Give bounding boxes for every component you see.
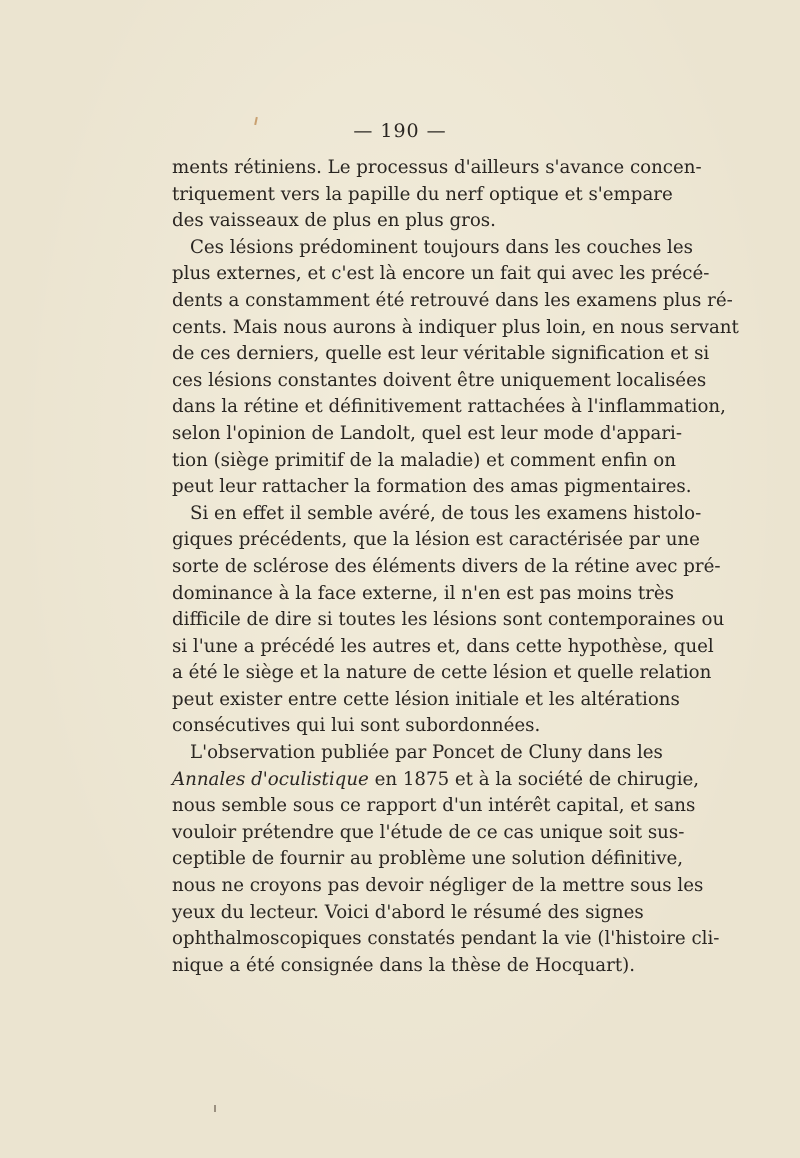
line-text: selon l'opinion de Landolt, quel est leur mode d'appari- — [172, 422, 682, 444]
text-line — [172, 208, 642, 235]
ink-mark — [214, 1105, 216, 1112]
text-line — [172, 846, 684, 873]
text-line — [172, 873, 704, 900]
line-text: a été le siège et la nature de cette lésion et quelle relation — [172, 662, 712, 684]
text-line — [172, 767, 700, 794]
text-line — [172, 581, 674, 608]
text-line — [172, 634, 714, 661]
line-text: ces lésions constantes doivent être uniquement localisées — [172, 369, 707, 391]
text-line — [172, 261, 710, 288]
text-line — [172, 288, 733, 315]
page-number: — 190 — — [353, 120, 447, 142]
line-text: plus externes, et c'est là encore un fait qui avec les précé- — [172, 263, 710, 285]
text-line — [172, 182, 673, 209]
line-text: nous ne croyons pas devoir négliger de la mettre sous les — [172, 875, 704, 897]
journal-title: Annales d'oculistique — [172, 768, 369, 790]
line-text: ophthalmoscopiques constatés pendant la vie (l'histoire cli- — [172, 928, 720, 950]
line-text: cents. Mais nous aurons à indiquer plus loin, en nous servant — [172, 316, 739, 338]
line-text: peut leur rattacher la formation des amas pigmentaires. — [172, 476, 692, 498]
text-line — [172, 607, 725, 634]
line-text: vouloir prétendre que l'étude de ce cas unique soit sus- — [172, 821, 685, 843]
line-text: nous semble sous ce rapport d'un intérêt capital, et sans — [172, 795, 696, 817]
line-text: si l'une a précédé les autres et, dans cette hypothèse, quel — [172, 635, 714, 657]
line-text: nique a été consignée dans la thèse de Hocquart). — [172, 954, 636, 976]
text-line — [172, 740, 663, 767]
line-text: Ces lésions prédominent toujours dans les couches les — [190, 236, 693, 258]
text-line — [172, 793, 696, 820]
line-text: Si en effet il semble avéré, de tous les examens histolo- — [190, 502, 702, 524]
text-line — [172, 501, 702, 528]
text-line — [172, 953, 642, 980]
line-text: ceptible de fournir au problème une solution définitive, — [172, 848, 684, 870]
text-line — [172, 421, 682, 448]
text-line — [172, 820, 685, 847]
text-line — [172, 448, 676, 475]
text-line — [172, 527, 700, 554]
text-line — [172, 368, 707, 395]
text-line — [172, 394, 726, 421]
line-text: tion (siège primitif de la maladie) et comment enfin on — [172, 449, 676, 471]
line-text: difficile de dire si toutes les lésions sont contemporaines ou — [172, 609, 725, 631]
text-line — [172, 341, 710, 368]
line-text: peut exister entre cette lésion initiale et les altérations — [172, 688, 680, 710]
text-line — [172, 554, 721, 581]
line-text: triquement vers la papille du nerf optique et s'empare — [172, 183, 673, 205]
line-text: L'observation publiée par Poncet de Cluny dans les — [190, 742, 663, 764]
text-line — [172, 926, 720, 953]
line-text: des vaisseaux de plus en plus gros. — [172, 210, 496, 232]
text-line — [172, 900, 642, 927]
text-line — [172, 713, 642, 740]
line-text: dans la rétine et définitivement rattachées à l'inflammation, — [172, 396, 726, 418]
line-text: dominance à la face externe, il n'en est pas moins très — [172, 582, 674, 604]
text-line — [172, 155, 702, 182]
text-line — [172, 315, 739, 342]
text-line — [172, 660, 712, 687]
body-text — [172, 155, 739, 979]
line-text: sorte de sclérose des éléments divers de la rétine avec pré- — [172, 555, 721, 577]
line-text: giques précédents, que la lésion est caractérisée par une — [172, 529, 700, 551]
line-text: ments rétiniens. Le processus d'ailleurs s'avance concen- — [172, 157, 702, 178]
line-text: dents a constamment été retrouvé dans les examens plus ré- — [172, 289, 733, 311]
line-text: consécutives qui lui sont subordonnées. — [172, 715, 541, 737]
text-line — [172, 474, 692, 501]
text-line — [172, 235, 693, 262]
line-text: de ces derniers, quelle est leur véritable signification et si — [172, 343, 710, 365]
text-line — [172, 687, 680, 714]
line-text: en 1875 et à la société de chirugie, — [368, 768, 700, 790]
line-text: yeux du lecteur. Voici d'abord le résumé des signes — [172, 901, 644, 923]
